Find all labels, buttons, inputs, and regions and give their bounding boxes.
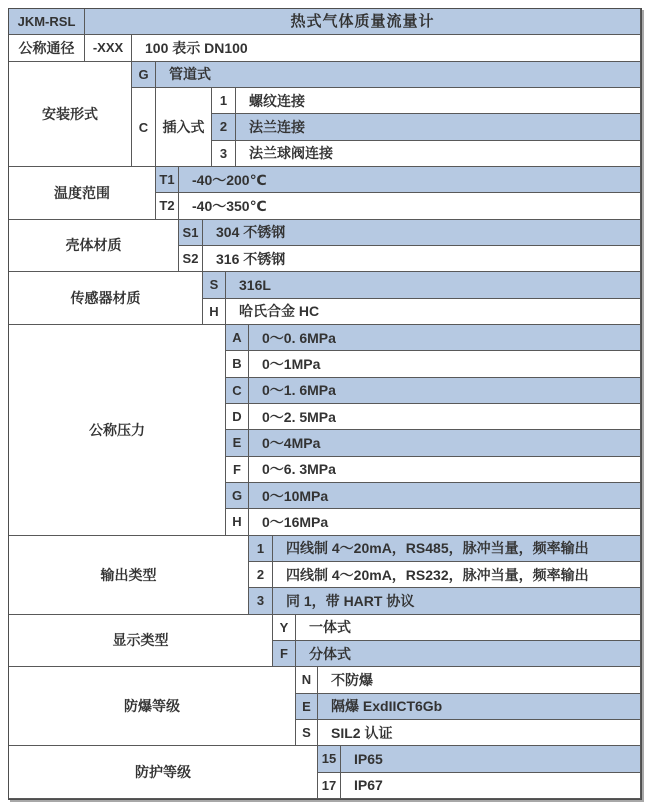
code-cell: F (273, 641, 296, 667)
desc-cell: 0～1. 6MPa (249, 378, 641, 404)
desc-cell: 0～1MPa (249, 351, 641, 377)
section-label-housing-material: 壳体材质 (9, 220, 179, 273)
desc-cell: -40～350℃ (179, 193, 641, 219)
code-cell: E (296, 694, 318, 720)
desc-cell: IP67 (341, 773, 641, 799)
section-label-output-type: 输出类型 (9, 536, 249, 615)
code-cell: D (226, 404, 249, 430)
desc-cell: 0～16MPa (249, 509, 641, 535)
section-label-display-type: 显示类型 (9, 615, 273, 668)
desc-cell: 哈氏合金 HC (226, 299, 641, 325)
code-cell: E (226, 430, 249, 456)
code-cell: 3 (212, 141, 236, 167)
code-cell: -XXX (85, 35, 132, 61)
section-label-installation-type: 安装形式 (9, 62, 132, 167)
code-cell: G (226, 483, 249, 509)
desc-cell: 隔爆 ExdIICT6Gb (318, 694, 641, 720)
code-cell: 2 (249, 562, 273, 588)
code-cell: 1 (212, 88, 236, 114)
code-cell: T1 (156, 167, 179, 193)
code-cell: S1 (179, 220, 203, 246)
desc-cell: 四线制 4～20mA，RS232，脉冲当量，频率输出 (273, 562, 641, 588)
desc-cell: -40～200℃ (179, 167, 641, 193)
insertion-type-cell: 插入式 (156, 88, 212, 167)
code-cell: 1 (249, 536, 273, 562)
model-selection-table (8, 8, 642, 800)
desc-cell: 一体式 (296, 615, 641, 641)
section-label-temperature-range: 温度范围 (9, 167, 156, 220)
product-title-cell: 热式气体质量流量计 (85, 9, 641, 35)
desc-cell: 分体式 (296, 641, 641, 667)
desc-cell: 法兰球阀连接 (236, 141, 641, 167)
desc-cell: 同 1，带 HART 协议 (273, 588, 641, 614)
section-label-nominal-diameter: 公称通径 (9, 35, 85, 61)
desc-cell: 0～6. 3MPa (249, 457, 641, 483)
desc-cell: 四线制 4～20mA，RS485，脉冲当量，频率输出 (273, 536, 641, 562)
code-cell: 17 (318, 773, 341, 799)
section-label-nominal-pressure: 公称压力 (9, 325, 226, 536)
section-label-sensor-material: 传感器材质 (9, 272, 203, 325)
section-label-explosion-proof-grade: 防爆等级 (9, 667, 296, 746)
desc-cell: 0～2. 5MPa (249, 404, 641, 430)
code-cell: B (226, 351, 249, 377)
code-cell: H (203, 299, 226, 325)
code-cell: A (226, 325, 249, 351)
code-cell: 15 (318, 746, 341, 772)
code-cell: N (296, 667, 318, 693)
code-cell: C (226, 378, 249, 404)
desc-cell: 不防爆 (318, 667, 641, 693)
desc-cell: 0～0. 6MPa (249, 325, 641, 351)
code-cell: F (226, 457, 249, 483)
desc-cell: 304 不锈钢 (203, 220, 641, 246)
desc-cell: 316 不锈钢 (203, 246, 641, 272)
desc-cell: 0～10MPa (249, 483, 641, 509)
model-code-cell: JKM-RSL (9, 9, 85, 35)
code-cell: Y (273, 615, 296, 641)
code-cell: H (226, 509, 249, 535)
code-cell: 2 (212, 114, 236, 140)
desc-cell: 螺纹连接 (236, 88, 641, 114)
code-cell: G (132, 62, 156, 88)
code-cell: T2 (156, 193, 179, 219)
code-cell: S2 (179, 246, 203, 272)
desc-cell: IP65 (341, 746, 641, 772)
desc-cell: 316L (226, 272, 641, 298)
desc-cell: 法兰连接 (236, 114, 641, 140)
desc-cell: 管道式 (156, 62, 641, 88)
code-cell: S (296, 720, 318, 746)
desc-cell: 100 表示 DN100 (132, 35, 641, 61)
code-cell: C (132, 88, 156, 167)
desc-cell: SIL2 认证 (318, 720, 641, 746)
desc-cell: 0～4MPa (249, 430, 641, 456)
code-cell: S (203, 272, 226, 298)
code-cell: 3 (249, 588, 273, 614)
section-label-protection-grade: 防护等级 (9, 746, 318, 799)
